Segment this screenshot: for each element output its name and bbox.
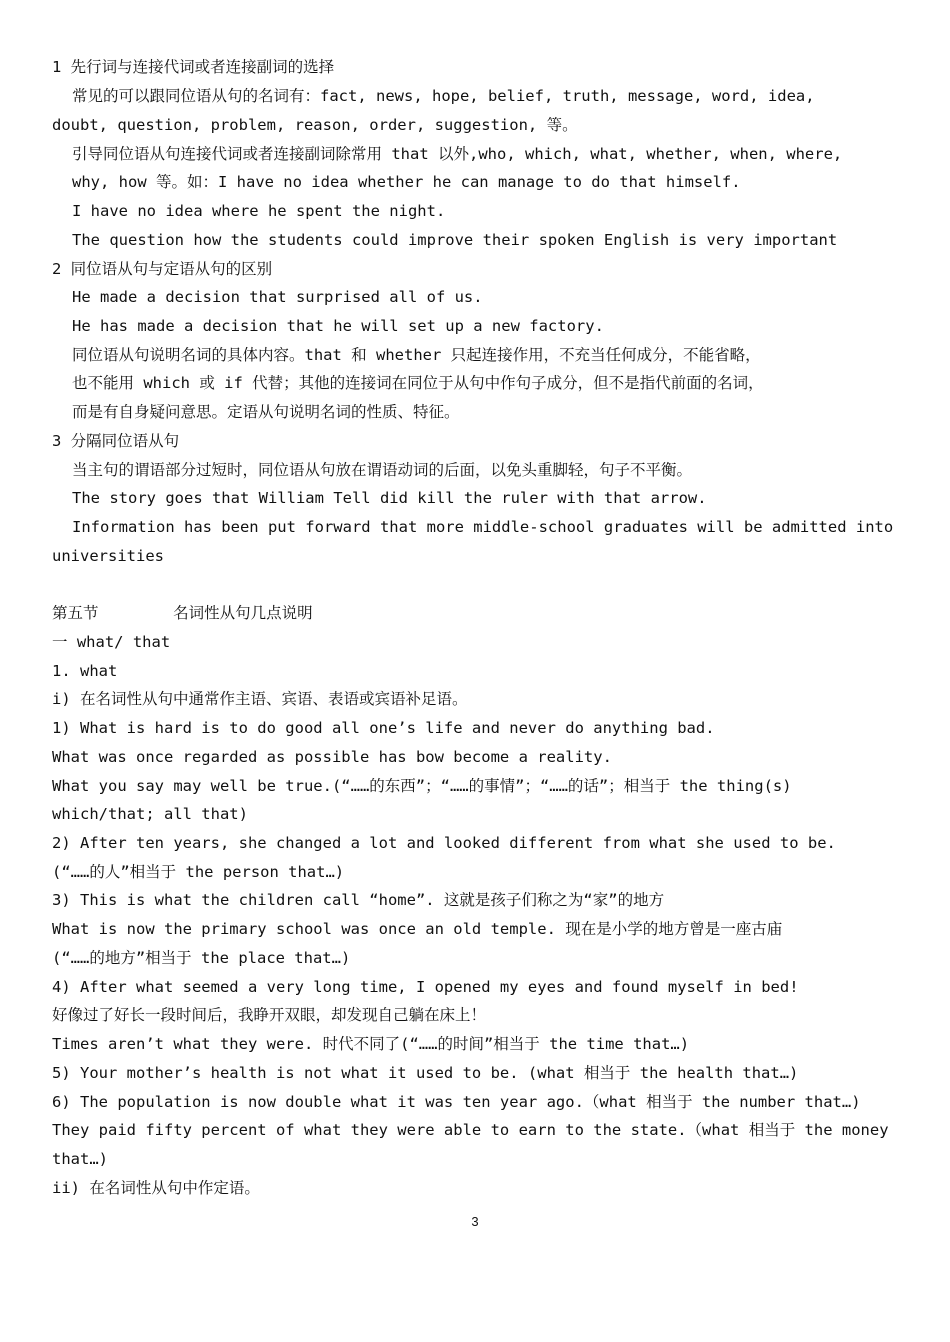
example-sentence: 3) This is what the children call “home”. 这就是孩子们称之为“家”的地方 bbox=[52, 891, 665, 909]
example-sentence: What you say may well be true.(“……的东西”；“……的事情”；“……的话”；相当于 the thing(s) bbox=[52, 777, 792, 795]
example-sentence: I have no idea where he spent the night. bbox=[72, 202, 446, 220]
example-sentence: The question how the students could improve their spoken English is very important bbox=[72, 231, 838, 249]
paragraph-line: 而是有自身疑问意思。定语从句说明名词的性质、特征。 bbox=[72, 403, 460, 421]
example-sentence: Times aren’t what they were. 时代不同了(“……的时间”相当于 the time that…) bbox=[52, 1035, 690, 1053]
example-sentence: What is now the primary school was once an old temple. 现在是小学的地方曾是一座古庙 bbox=[52, 920, 783, 938]
example-sentence: which/that; all that) bbox=[52, 805, 248, 823]
subsection-heading: 一 what/ that bbox=[52, 633, 171, 651]
example-sentence: 1) What is hard is to do good all one’s life and never do anything bad. bbox=[52, 719, 715, 737]
paragraph-line: 同位语从句说明名词的具体内容。that 和 whether 只起连接作用，不充当任何成分，不能省略， bbox=[72, 346, 761, 364]
paragraph-line: 引导同位语从句连接代词或者连接副词除常用 that 以外,who, which, what, whether, when, where, bbox=[72, 145, 843, 163]
example-sentence: Information has been put forward that more middle-school graduates will be admitted into bbox=[72, 518, 894, 536]
paragraph-line: 也不能用 which 或 if 代替；其他的连接词在同位于从句中作句子成分，但不是指代前面的名词， bbox=[72, 374, 764, 392]
example-sentence: They paid fifty percent of what they were able to earn to the state.（what 相当于 the money bbox=[52, 1121, 889, 1139]
paragraph-line: doubt, question, problem, reason, order, suggestion, 等。 bbox=[52, 116, 578, 134]
page-number: 3 bbox=[471, 1214, 479, 1229]
translation-line: 好像过了好长一段时间后，我睁开双眼，却发现自己躺在床上！ bbox=[52, 1006, 487, 1024]
section-heading: 1 先行词与连接代词或者连接副词的选择 bbox=[52, 58, 335, 76]
rule-line: i) 在名词性从句中通常作主语、宾语、表语或宾语补足语。 bbox=[52, 690, 468, 708]
example-sentence: He made a decision that surprised all of us. bbox=[72, 288, 483, 306]
example-sentence: He has made a decision that he will set up a new factory. bbox=[72, 317, 604, 335]
note-line: (“……的人”相当于 the person that…) bbox=[52, 863, 345, 881]
paragraph-line: why, how 等。如：I have no idea whether he can manage to do that himself. bbox=[72, 173, 741, 191]
section-heading: 2 同位语从句与定语从句的区别 bbox=[52, 260, 273, 278]
chapter-title: 第五节 名词性从句几点说明 bbox=[52, 604, 313, 622]
example-sentence: that…) bbox=[52, 1150, 108, 1168]
paragraph-line: 当主句的谓语部分过短时，同位语从句放在谓语动词的后面，以免头重脚轻，句子不平衡。 bbox=[72, 461, 693, 479]
example-sentence: 2) After ten years, she changed a lot and looked different from what she used to be. bbox=[52, 834, 836, 852]
example-sentence: 6) The population is now double what it was ten year ago.（what 相当于 the number that…) bbox=[52, 1093, 861, 1111]
example-sentence: universities bbox=[52, 547, 164, 565]
subsection-heading: 1. what bbox=[52, 662, 118, 680]
note-line: (“……的地方”相当于 the place that…) bbox=[52, 949, 351, 967]
paragraph-line: 常见的可以跟同位语从句的名词有：fact, news, hope, belief, truth, message, word, idea, bbox=[72, 87, 815, 105]
example-sentence: 4) After what seemed a very long time, I opened my eyes and found myself in bed! bbox=[52, 978, 799, 996]
example-sentence: 5) Your mother’s health is not what it used to be. (what 相当于 the health that…) bbox=[52, 1064, 799, 1082]
example-sentence: The story goes that William Tell did kill the ruler with that arrow. bbox=[72, 489, 707, 507]
example-sentence: What was once regarded as possible has bow become a reality. bbox=[52, 748, 612, 766]
rule-line: ii) 在名词性从句中作定语。 bbox=[52, 1179, 260, 1197]
section-heading: 3 分隔同位语从句 bbox=[52, 432, 180, 450]
